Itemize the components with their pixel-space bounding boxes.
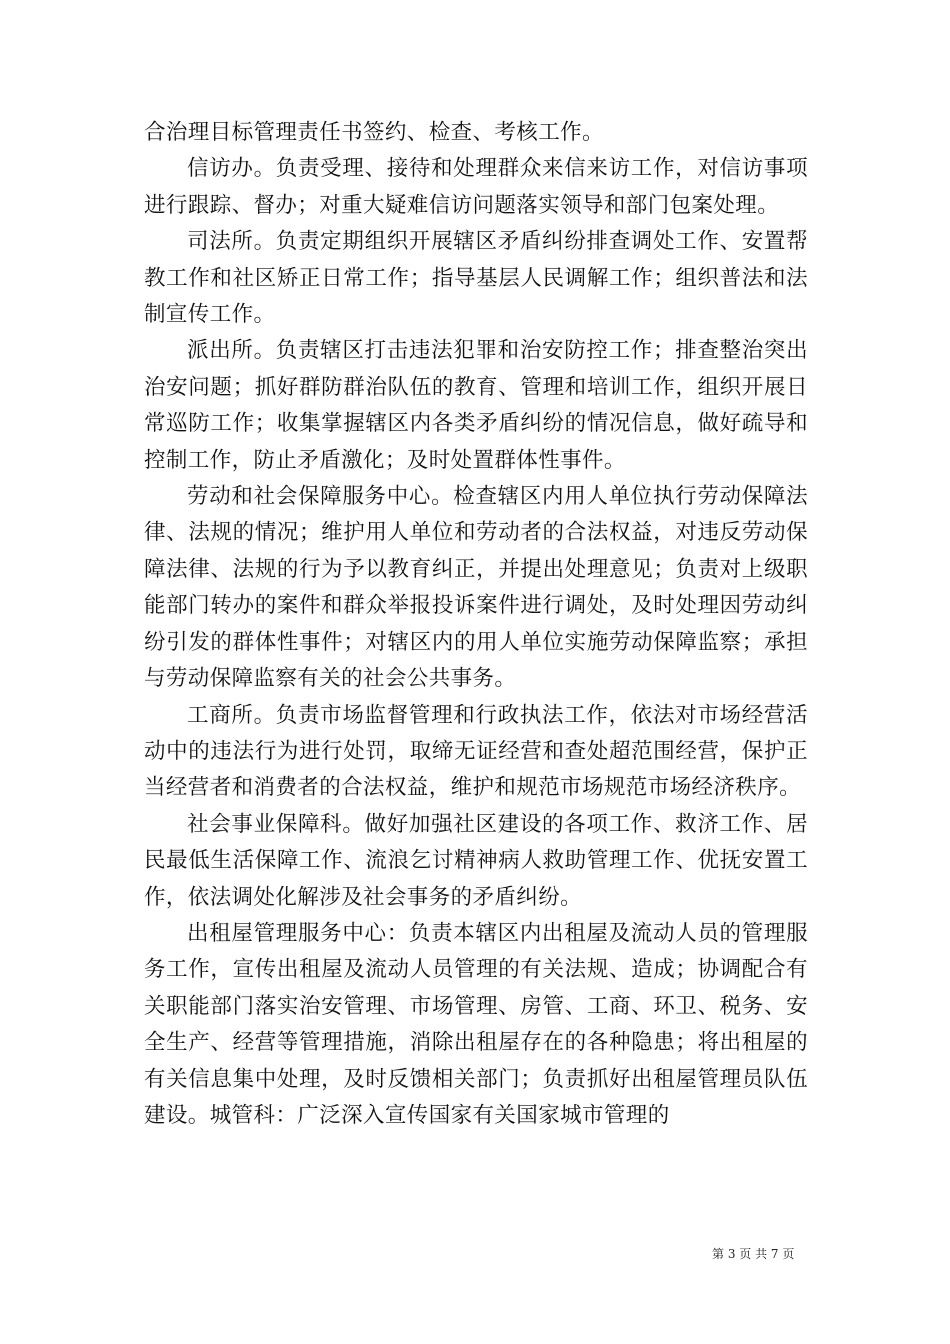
paragraph-industry-commerce-office: 工商所。负责市场监督管理和行政执法工作，依法对市场经营活动中的违法行为进行处罚，取缔无证经营和查处超范围经营，保护正当经营者和消费者的合法权益，维护和规范市场规范市场经济秩序。 xyxy=(144,702,808,801)
document-body xyxy=(144,115,808,1134)
paragraph-judicial-office: 司法所。负责定期组织开展辖区矛盾纠纷排查调处工作、安置帮教工作和社区矫正日常工作；指导基层人民调解工作；组织普法和法制宣传工作。 xyxy=(144,229,808,328)
paragraph-social-affairs-section: 社会事业保障科。做好加强社区建设的各项工作、救济工作、居民最低生活保障工作、流浪乞讨精神病人救助管理工作、优抚安置工作，依法调处化解涉及社会事务的矛盾纠纷。 xyxy=(144,811,808,910)
paragraph-continuation: 合治理目标管理责任书签约、检查、考核工作。 xyxy=(144,120,604,145)
paragraph-labor-social-security-center: 劳动和社会保障服务中心。检查辖区内用人单位执行劳动保障法律、法规的情况；维护用人单位和劳动者的合法权益，对违反劳动保障法律、法规的行为予以教育纠正，并提出处理意见；负责对上级职能部门转办的案件和群众举报投诉案件进行调处，及时处理因劳动纠纷引发的群体性事件；对辖区内的用人单位实施劳动保障监察；承担与劳动保障监察有关的社会公共事务。 xyxy=(144,484,808,692)
paragraph-police-station: 派出所。负责辖区打击违法犯罪和治安防控工作；排查整治突出治安问题；抓好群防群治队伍的教育、管理和培训工作，组织开展日常巡防工作；收集掌握辖区内各类矛盾纠纷的情况信息，做好疏导和控制工作，防止矛盾激化；及时处置群体性事件。 xyxy=(144,338,808,473)
paragraph-letters-visits-office: 信访办。负责受理、接待和处理群众来信来访工作，对信访事项进行跟踪、督办；对重大疑难信访问题落实领导和部门包案处理。 xyxy=(144,156,808,218)
page-number-footer: 第 3 页 共 7 页 xyxy=(712,1247,795,1261)
paragraph-rental-housing-center: 出租屋管理服务中心：负责本辖区内出租屋及流动人员的管理服务工作，宣传出租屋及流动人员管理的有关法规、造成；协调配合有关职能部门落实治安管理、市场管理、房管、工商、环卫、税务、安全生产、经营等管理措施，消除出租屋存在的各种隐患；将出租屋的有关信息集中处理，及时反馈相关部门；负责抓好出租屋管理员队伍建设。城管科：广泛深入宣传国家有关国家城市管理的 xyxy=(144,920,808,1128)
